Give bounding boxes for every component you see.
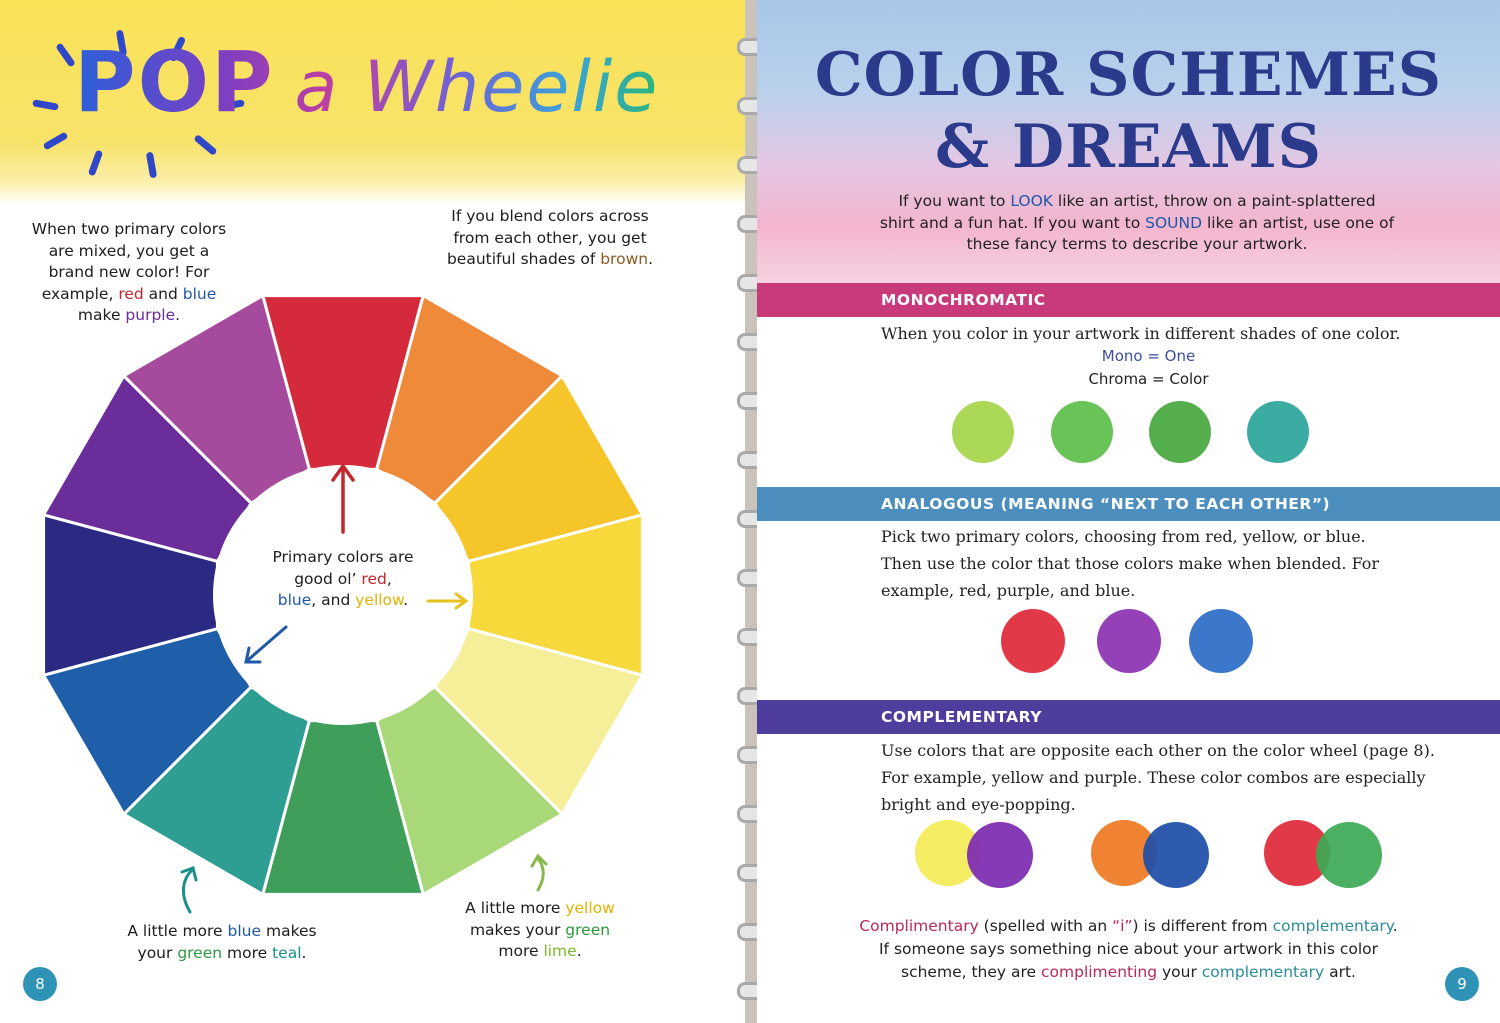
footnote bbox=[797, 915, 1460, 984]
comp-line: For example, yellow and purple. These color combos are especially bbox=[881, 768, 1426, 787]
arrows-layer bbox=[0, 0, 745, 1023]
mix-line: example, red and blue bbox=[41, 284, 217, 303]
mix-line: make purple. bbox=[77, 306, 181, 324]
arrow-right-yellow bbox=[428, 594, 466, 608]
mono-def-2: Chroma = Color bbox=[1088, 370, 1209, 388]
title-rest: a Wheelie bbox=[294, 46, 660, 128]
lime-line: more lime. bbox=[498, 942, 582, 960]
footnote-line: If someone says something nice about your artwork in this color bbox=[878, 940, 1379, 958]
color-swatch bbox=[952, 401, 1014, 463]
primary-line: good ol’ red, bbox=[294, 569, 392, 588]
intro-line: these fancy terms to describe your artwork. bbox=[966, 235, 1308, 253]
comp-header bbox=[757, 700, 1500, 734]
footnote-line: scheme, they are complimenting your complementary art. bbox=[901, 963, 1356, 981]
blend-line: from each other, you get bbox=[453, 228, 647, 247]
comp-line: bright and eye-popping. bbox=[881, 795, 1076, 814]
arrow-down-left-blue bbox=[246, 627, 286, 662]
lime-line: A little more yellow bbox=[465, 899, 615, 917]
footnote-line: Complimentary (spelled with an “i”) is different from complementary. bbox=[859, 917, 1398, 935]
page-number-right: 9 bbox=[1445, 967, 1479, 1001]
analog-label: ANALOGOUS (MEANING “NEXT TO EACH OTHER”) bbox=[881, 495, 1331, 513]
analog-line: Pick two primary colors, choosing from red, yellow, or blue. bbox=[881, 527, 1366, 546]
teal-text bbox=[102, 921, 342, 964]
intro-text bbox=[827, 191, 1447, 256]
mix-line: are mixed, you get a bbox=[48, 241, 210, 260]
color-swatch bbox=[1149, 401, 1211, 463]
color-swatch bbox=[1143, 822, 1209, 888]
comp-label: COMPLEMENTARY bbox=[881, 708, 1042, 726]
teal-line: your green more teal. bbox=[137, 943, 307, 962]
mix-line: brand new color! For bbox=[48, 263, 210, 281]
lime-line: makes your green bbox=[469, 920, 611, 939]
title-pop: POP bbox=[74, 33, 275, 131]
comp-text bbox=[881, 737, 1461, 818]
mono-text: When you color in your artwork in different shades of one color. bbox=[881, 324, 1401, 343]
page-title-right-line1: COLOR SCHEMES bbox=[814, 40, 1443, 110]
spiral-binding bbox=[745, 0, 757, 1023]
mono-label: MONOCHROMATIC bbox=[881, 291, 1046, 309]
page-number-left: 8 bbox=[23, 967, 57, 1001]
arrow-curve-lime bbox=[532, 856, 546, 890]
color-swatch bbox=[1247, 401, 1309, 463]
analog-line: example, red, purple, and blue. bbox=[881, 581, 1136, 600]
intro-line: If you want to LOOK like an artist, throw on a paint-splattered bbox=[898, 192, 1376, 210]
color-swatch bbox=[1097, 609, 1161, 673]
mix-line: When two primary colors bbox=[31, 220, 227, 238]
color-swatch bbox=[967, 822, 1033, 888]
blend-line: beautiful shades of brown. bbox=[446, 250, 654, 268]
arrow-curve-teal bbox=[182, 868, 196, 912]
lime-text bbox=[440, 898, 640, 963]
analog-text bbox=[881, 523, 1461, 604]
blend-line: If you blend colors across bbox=[451, 207, 649, 225]
primary-line: blue, and yellow. bbox=[277, 591, 409, 609]
teal-line: A little more blue makes bbox=[127, 922, 317, 940]
mono-def-1: Mono = One bbox=[1101, 347, 1196, 365]
mono-header bbox=[757, 283, 1500, 317]
color-swatch bbox=[1051, 401, 1113, 463]
color-swatch bbox=[1189, 609, 1253, 673]
intro-line: shirt and a fun hat. If you want to SOUND like an artist, use one of bbox=[879, 213, 1395, 232]
right-page bbox=[757, 0, 1500, 1023]
color-swatch bbox=[1001, 609, 1065, 673]
page-title-right-line2: & DREAMS bbox=[935, 112, 1322, 182]
left-page bbox=[0, 0, 745, 1023]
analog-line: Then use the color that those colors make when blended. For bbox=[881, 554, 1380, 573]
arrow-up-red bbox=[333, 466, 353, 532]
comp-line: Use colors that are opposite each other on the color wheel (page 8). bbox=[881, 741, 1435, 760]
analog-header bbox=[757, 487, 1500, 521]
color-swatch bbox=[1316, 822, 1382, 888]
primary-line: Primary colors are bbox=[272, 548, 414, 566]
